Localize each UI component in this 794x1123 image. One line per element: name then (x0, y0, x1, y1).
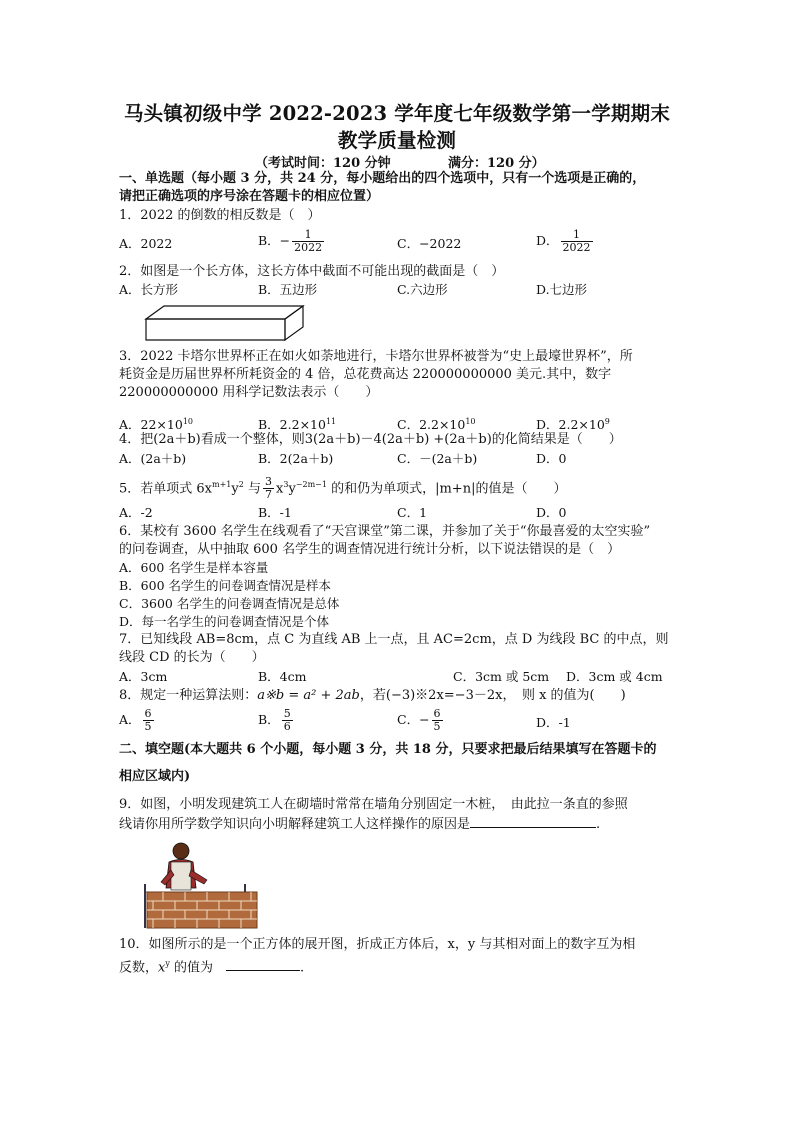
exam-title-line1: 马头镇初级中学 2022-2023 学年度七年级数学第一学期期末 (123, 102, 671, 125)
q9-stem-line1: 9．如图，小明发现建筑工人在砌墙时常常在墙角分别固定一木桩， 由此拉一条直的参照 (119, 797, 628, 812)
q3-stem-line1: 3．2022 卡塔尔世界杯正在如火如荼地进行，卡塔尔世界杯被誉为“史上最壕世界杯”，所 (119, 349, 633, 364)
exam-time: （考试时间：120 分钟 (255, 156, 391, 171)
q10-stem-line1: 10．如图所示的是一个正方体的展开图，折成正方体后，x，y 与其相对面上的数字互为相 (119, 937, 636, 952)
q8-option-b: B． $\frac{5}{6}$ (258, 707, 291, 733)
q1-option-b: B．− $\frac{1}{2022}$ (258, 228, 323, 254)
q7-option-a: A．3cm (119, 669, 168, 684)
q2-stem: 2．如图是一个长方体，这长方体中截面不可能出现的截面是（ ） (119, 264, 505, 279)
q1-option-c: C．−2022 (397, 236, 462, 251)
q2-option-b: B．五边形 (258, 282, 318, 297)
q5-fraction: $\frac{3}{7}$ (265, 475, 272, 502)
q3-option-a: A．$22\times 10^{10}$ (119, 417, 193, 433)
q5-option-d: D．0 (536, 505, 567, 520)
q2-option-a: A．长方形 (119, 282, 179, 297)
q5-option-b: B．-1 (258, 505, 292, 520)
q8-stem: 8．规定一种运算法则：a※b = a² + 2ab，若(−3)※2x=−3－2x， 则 x 的值为( ) (119, 688, 626, 703)
q10-stem-line2: 反数，$x^y$ 的值为 . (119, 959, 305, 976)
q7-option-d: D．3cm 或 4cm (566, 669, 663, 684)
full-score: 满分：120 分） (448, 156, 545, 171)
q3-stem-line2: 耗资金是历届世界杯所耗资金的 4 倍，总花费高达 220000000000 美元.其中，数字 (119, 367, 612, 382)
q3-option-c: C．$2.2\times 10^{10}$ (397, 417, 476, 433)
q9-answer-blank[interactable] (470, 815, 596, 828)
q3-option-d: D．$2.2\times 10^9$ (536, 417, 610, 433)
q6-option-c: C．3600 名学生的问卷调查情况是总体 (119, 596, 340, 611)
q8-option-c: C．− $\frac{6}{5}$ (397, 707, 441, 733)
q7-stem-line1: 7．已知线段 AB=8cm，点 C 为直线 AB 上一点，且 AC=2cm，点 D 为线段 BC 的中点，则 (119, 632, 669, 647)
exam-title-line2: 教学质量检测 (337, 129, 457, 152)
q1-d-fraction: $\frac{1}{2022}$ (562, 228, 591, 254)
q7-option-b: B．4cm (258, 669, 307, 684)
cuboid-figure (144, 303, 306, 343)
q8-option-d: D．-1 (536, 715, 571, 730)
bricklayer-illustration (141, 840, 259, 930)
section1-heading2: 请把正确选项的序号涂在答题卡的相应位置） (119, 189, 380, 204)
q3-option-b: B．$2.2\times 10^{11}$ (258, 417, 337, 433)
section2-heading: 二、填空题(本大题共 6 个小题，每小题 3 分，共 18 分，只要求把最后结果填写在答题卡的 (119, 742, 657, 757)
q1-option-d: D． $\frac{1}{2022}$ (536, 228, 591, 254)
q6-option-b: B．600 名学生的问卷调查情况是样本 (119, 578, 332, 593)
q4-option-b: B．2(2a＋b) (258, 451, 334, 466)
q4-option-d: D．0 (536, 451, 567, 466)
section2-heading2: 相应区域内) (119, 769, 191, 784)
q4-option-c: C．－(2a＋b) (397, 451, 478, 466)
q4-option-a: A．(2a＋b) (119, 451, 187, 466)
q4-stem: 4．把(2a＋b)看成一个整体，则3(2a＋b)－4(2a＋b) +(2a＋b)的化简结果是（ ） (119, 432, 622, 447)
q5-option-c: C．1 (397, 505, 428, 520)
q9-stem-line2: 线请你用所学数学知识向小明解释建筑工人这样操作的原因是 . (119, 817, 601, 832)
q5-stem: 5．若单项式 $6x^{m+1}y^2$ 与 $\frac{3}{7}$ $x^3y^{-2m-1}$ 的和仍为单项式，|m+n|的值是（ ） (119, 475, 567, 502)
q1-option-a: A．2022 (119, 236, 173, 251)
q8-option-a: A． $\frac{6}{5}$ (119, 707, 152, 733)
q10-answer-blank[interactable] (226, 958, 300, 971)
q7-stem-line2: 线段 CD 的长为（ ） (119, 650, 265, 665)
section1-heading: 一、单选题（每小题 3 分，共 24 分，每小题给出的四个选项中，只有一个选项是正确的， (119, 171, 646, 186)
q2-option-d: D.七边形 (536, 282, 588, 297)
q6-stem-line1: 6．某校有 3600 名学生在线观看了“天宫课堂”第二课，并参加了关于“你最喜爱的太空实验” (119, 524, 651, 539)
q8-rule: a※b = a² + 2ab (257, 688, 360, 703)
q1-stem: 1．2022 的倒数的相反数是（ ） (119, 208, 321, 223)
q5-option-a: A．-2 (119, 505, 153, 520)
q2-option-c: C.六边形 (397, 282, 448, 297)
q6-option-a: A．600 名学生是样本容量 (119, 560, 269, 575)
q1-b-fraction: $\frac{1}{2022}$ (294, 228, 323, 254)
q7-option-c: C．3cm 或 5cm (453, 669, 550, 684)
q6-stem-line2: 的问卷调查，从中抽取 600 名学生的调查情况进行统计分析，以下说法错误的是（ ） (119, 542, 621, 557)
q6-option-d: D．每一名学生的问卷调查情况是个体 (119, 614, 330, 629)
q3-stem-line3: 220000000000 用科学记数法表示（ ） (119, 385, 379, 400)
